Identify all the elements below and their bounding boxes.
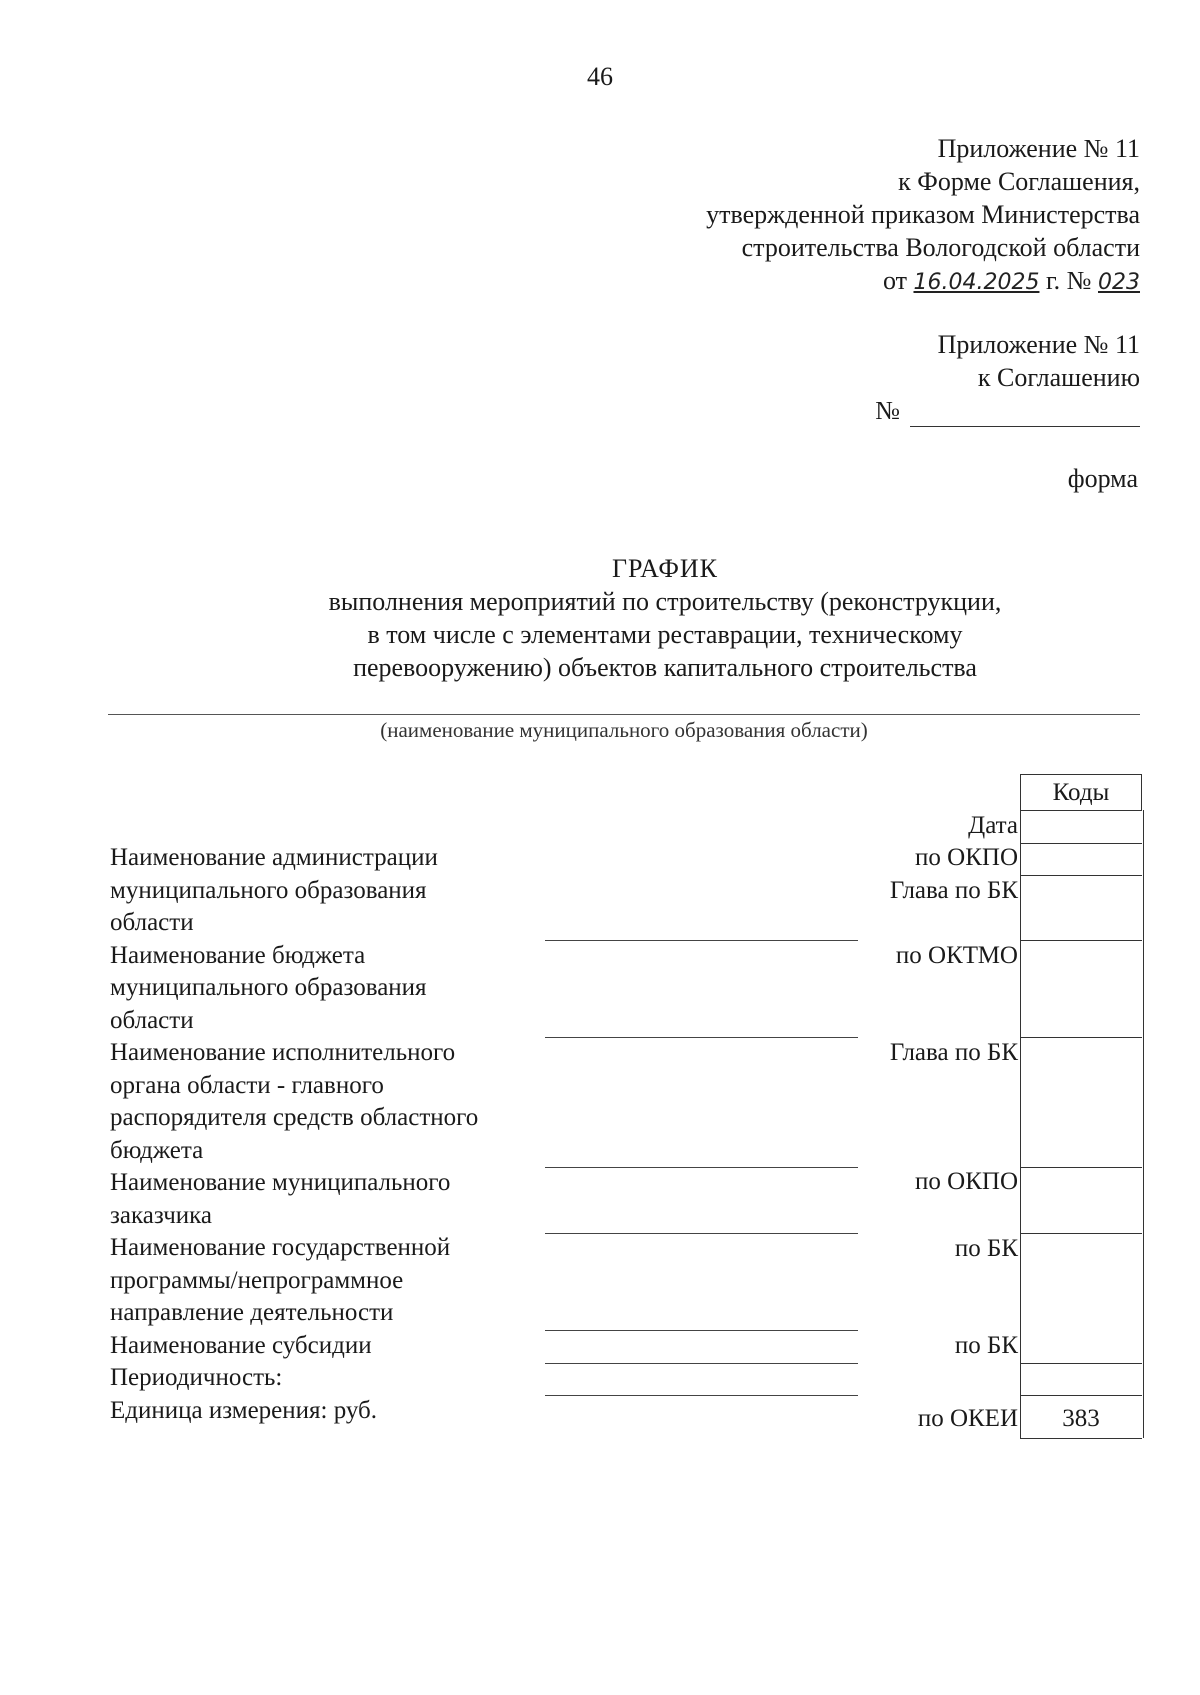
label-oktmo: по ОКТМО bbox=[895, 942, 1018, 969]
label-line: заказчика bbox=[110, 1201, 213, 1229]
appendix-line: Приложение № 11 bbox=[937, 330, 1140, 359]
label-bk: по БК bbox=[954, 1332, 1018, 1359]
fill-line-administration bbox=[545, 940, 858, 941]
label-line: направление деятельности bbox=[110, 1299, 394, 1326]
label-line: области bbox=[110, 1006, 194, 1034]
okei-value: 383 bbox=[1062, 1405, 1100, 1432]
page-number: 46 bbox=[587, 62, 613, 91]
header-line: Приложение № 11 bbox=[937, 134, 1140, 163]
municipality-caption: (наименование муниципального образования области) bbox=[380, 718, 868, 742]
municipality-blank bbox=[108, 714, 1140, 715]
header-line: к Форме Соглашения, bbox=[898, 167, 1140, 196]
fill-line-budget bbox=[545, 1037, 858, 1038]
codes-row-divider bbox=[1020, 1167, 1142, 1168]
title-main: ГРАФИК bbox=[612, 554, 718, 583]
form-label: форма bbox=[1067, 464, 1138, 493]
label-line: Наименование государственной bbox=[110, 1234, 451, 1261]
codes-row-divider bbox=[1020, 843, 1142, 844]
appendix-block bbox=[875, 328, 1140, 427]
left-labels bbox=[110, 842, 550, 1427]
title-line: в том числе с элементами реставрации, техническому bbox=[367, 620, 963, 649]
label-line: бюджета bbox=[110, 1136, 204, 1164]
label-date: Дата bbox=[968, 812, 1018, 839]
label-okpo: по ОКПО bbox=[915, 844, 1018, 871]
date-prefix: от bbox=[882, 266, 907, 295]
codes-row-divider bbox=[1020, 940, 1142, 941]
handwritten-number: 023 bbox=[1098, 270, 1140, 295]
label-line: муниципального образования bbox=[110, 974, 427, 1001]
title-line: перевооружению) объектов капитального строительства bbox=[353, 653, 977, 682]
handwritten-date: 16.04.2025 bbox=[913, 270, 1040, 295]
label-okei: по ОКЕИ bbox=[917, 1405, 1018, 1432]
label-line: Наименование администрации bbox=[110, 844, 438, 871]
fill-line-periodicity bbox=[545, 1395, 858, 1396]
codes-row-divider bbox=[1020, 810, 1142, 811]
codes-header: Коды bbox=[1020, 774, 1142, 810]
label-line: Наименование исполнительного bbox=[110, 1039, 456, 1066]
codes-row-divider bbox=[1020, 1233, 1142, 1234]
label-line: Наименование бюджета bbox=[110, 941, 366, 969]
fill-line-subsidy bbox=[545, 1363, 858, 1364]
codes-row-divider bbox=[1020, 1363, 1142, 1364]
label-okpo: по ОКПО bbox=[915, 1168, 1018, 1195]
number-label: № bbox=[875, 396, 900, 425]
approval-header bbox=[706, 132, 1140, 299]
fill-line-customer bbox=[545, 1233, 858, 1234]
label-glava-bk: Глава по БК bbox=[889, 877, 1018, 904]
appendix-number-line bbox=[875, 394, 1140, 427]
codes-row-divider bbox=[1020, 1395, 1142, 1396]
fill-line-program bbox=[545, 1330, 858, 1331]
fill-line-executive-body bbox=[545, 1167, 858, 1168]
label-line: программы/непрограммное bbox=[110, 1266, 404, 1294]
label-line: распорядителя средств областного bbox=[110, 1104, 479, 1131]
label-line: Наименование субсидии bbox=[110, 1331, 372, 1359]
header-date-line bbox=[706, 264, 1140, 299]
number-blank bbox=[910, 402, 1140, 427]
label-line: Наименование муниципального bbox=[110, 1169, 451, 1196]
codes-column bbox=[1020, 810, 1144, 1438]
appendix-line: к Соглашению bbox=[977, 363, 1140, 392]
codes-row-divider bbox=[1020, 1037, 1142, 1038]
codes-row-divider bbox=[1020, 1438, 1142, 1439]
label-line: муниципального образования bbox=[110, 876, 427, 904]
date-suffix: г. № bbox=[1045, 266, 1092, 295]
title-line: выполнения мероприятий по строительству (реконструкции, bbox=[328, 587, 1002, 616]
label-line: Периодичность: bbox=[110, 1364, 283, 1391]
label-line: Единица измерения: руб. bbox=[110, 1396, 378, 1424]
label-line: области bbox=[110, 909, 194, 936]
label-line: органа области - главного bbox=[110, 1071, 384, 1099]
header-line: утвержденной приказом Министерства bbox=[706, 200, 1140, 229]
label-bk: по БК bbox=[954, 1235, 1018, 1262]
header-line: строительства Вологодской области bbox=[741, 233, 1140, 262]
label-glava-bk: Глава по БК bbox=[889, 1039, 1018, 1066]
codes-row-divider bbox=[1020, 875, 1142, 876]
document-title bbox=[0, 552, 1200, 684]
